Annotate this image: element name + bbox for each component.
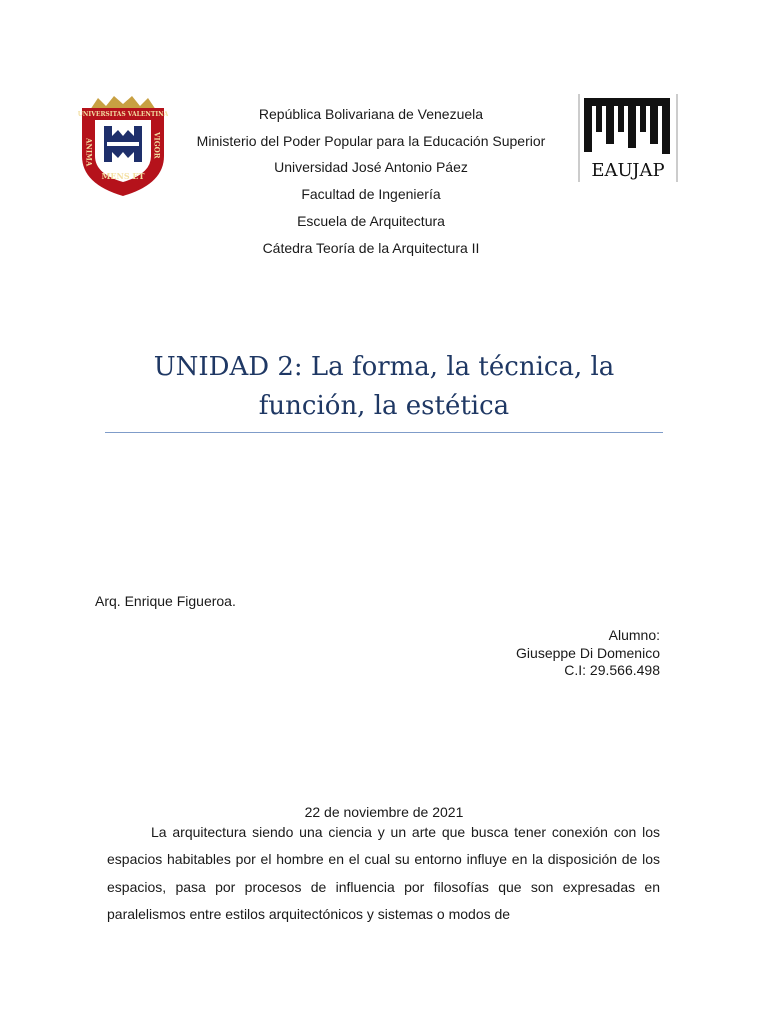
header-line-faculty: Facultad de Ingeniería — [301, 186, 441, 203]
body-paragraph: La arquitectura siendo una ciencia y un arte que busca tener conexión con los espacios habitables por el hombre en el cual su entorno influye en la disposición de los espacios, pasa por procesos de influencia por filosofías que son expresadas en paralelismos entre estilos arquitectónicos y sistemas o modos de — [107, 824, 660, 922]
title-line-2: función, la estética — [258, 391, 510, 421]
eaujap-logo-text: EAUJAP — [591, 160, 665, 181]
header-line-republic: República Bolivariana de Venezuela — [258, 106, 484, 122]
eaujap-logo — [578, 94, 678, 184]
title-divider — [105, 432, 663, 433]
university-seal-logo — [78, 96, 168, 198]
student-id: C.I: 29.566.498 — [564, 662, 660, 679]
document-title — [105, 348, 663, 426]
header-line-school: Escuela de Arquitectura — [297, 212, 445, 229]
institution-header — [170, 101, 572, 261]
student-name: Giuseppe Di Domenico — [516, 644, 660, 661]
student-block — [516, 627, 660, 680]
header-line-chair: Cátedra Teoría de la Arquitectura II — [262, 239, 480, 256]
seal-right-word: VIGOR — [152, 132, 162, 159]
teacher-name: Arq. Enrique Figueroa. — [95, 593, 236, 609]
document-date: 22 de noviembre de 2021 — [304, 804, 464, 820]
seal-motto: MENS ET — [101, 171, 145, 181]
header-line-ministry: Ministerio del Poder Popular para la Educación Superior — [196, 132, 546, 149]
title-line-1: UNIDAD 2: La forma, la técnica, la — [153, 352, 615, 382]
header-line-university: Universidad José Antonio Páez — [274, 159, 468, 176]
seal-left-word: ANIMA — [84, 138, 94, 167]
student-label: Alumno: — [608, 627, 660, 643]
seal-ring-text: UNIVERSITAS VALENTINA — [78, 111, 168, 118]
